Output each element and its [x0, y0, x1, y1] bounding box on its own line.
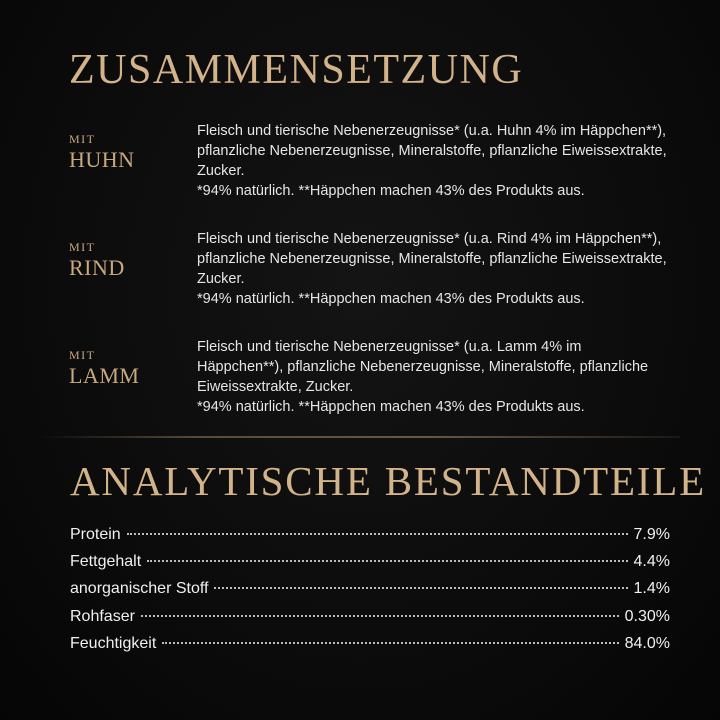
- variant-label: [69, 349, 139, 387]
- variant-label: [69, 241, 125, 279]
- row-label: Feuchtigkeit: [70, 634, 157, 652]
- table-row: [70, 553, 670, 580]
- table-row: [70, 608, 670, 635]
- dot-leader: [162, 642, 618, 644]
- row-label: Fettgehalt: [70, 553, 142, 571]
- variant-prefix: MIT: [69, 348, 96, 362]
- variant-prefix: MIT: [69, 240, 96, 254]
- table-row: [70, 526, 670, 553]
- row-value: 7.9%: [633, 526, 670, 543]
- ingredients-text: Fleisch und tierische Nebenerzeugnisse* (u.a. Rind 4% im Häppchen**), pflanzliche Nebenerzeugnisse, Mineralstoffe, pflanzliche Eiweissextrakte, Zucker.: [197, 231, 667, 287]
- row-label: Protein: [70, 526, 121, 543]
- variant-huhn: [0, 121, 720, 211]
- ingredients-text: Fleisch und tierische Nebenerzeugnisse* (u.a. Lamm 4% im Häppchen**), pflanzliche Nebenerzeugnisse, Mineralstoffe, pflanzliche Eiweissextrakte, Zucker.: [197, 339, 649, 395]
- row-label: Rohfaser: [70, 607, 135, 625]
- variant-rind: [0, 229, 720, 319]
- ingredients-text: Fleisch und tierische Nebenerzeugnisse* (u.a. Huhn 4% im Häppchen**), pflanzliche Nebenerzeugnisse, Mineralstoffe, pflanzliche Eiweissextrakte, Zucker.: [197, 123, 667, 179]
- variant-label: [69, 133, 135, 171]
- dot-leader: [127, 533, 628, 535]
- variant-ingredients: [197, 337, 667, 417]
- analysis-title: ANALYTISCHE BESTANDTEILE: [70, 458, 706, 504]
- table-row: [70, 635, 670, 662]
- variant-lamm: [0, 337, 720, 427]
- dot-leader: [141, 615, 619, 617]
- variant-name: LAMM: [69, 363, 140, 388]
- table-row: [70, 580, 670, 607]
- ingredients-footnote: *94% natürlich. **Häppchen machen 43% des Produkts aus.: [197, 291, 585, 307]
- ingredients-footnote: *94% natürlich. **Häppchen machen 43% des Produkts aus.: [197, 183, 585, 199]
- variant-ingredients: [197, 121, 667, 201]
- dot-leader: [147, 560, 627, 562]
- variant-prefix: MIT: [69, 132, 96, 146]
- dot-leader: [214, 587, 627, 589]
- section-divider: [40, 436, 680, 438]
- variant-name: RIND: [69, 255, 125, 280]
- row-label: anorganischer Stoff: [70, 580, 209, 598]
- row-value: 0.30%: [624, 607, 670, 625]
- variant-name: HUHN: [69, 147, 135, 172]
- analysis-table: [70, 526, 670, 662]
- row-value: 4.4%: [633, 553, 670, 571]
- row-value: 1.4%: [633, 580, 670, 598]
- variant-ingredients: [197, 229, 667, 309]
- ingredients-footnote: *94% natürlich. **Häppchen machen 43% des Produkts aus.: [197, 399, 585, 415]
- composition-title: ZUSAMMENSETZUNG: [69, 47, 524, 93]
- row-value: 84.0%: [624, 634, 670, 652]
